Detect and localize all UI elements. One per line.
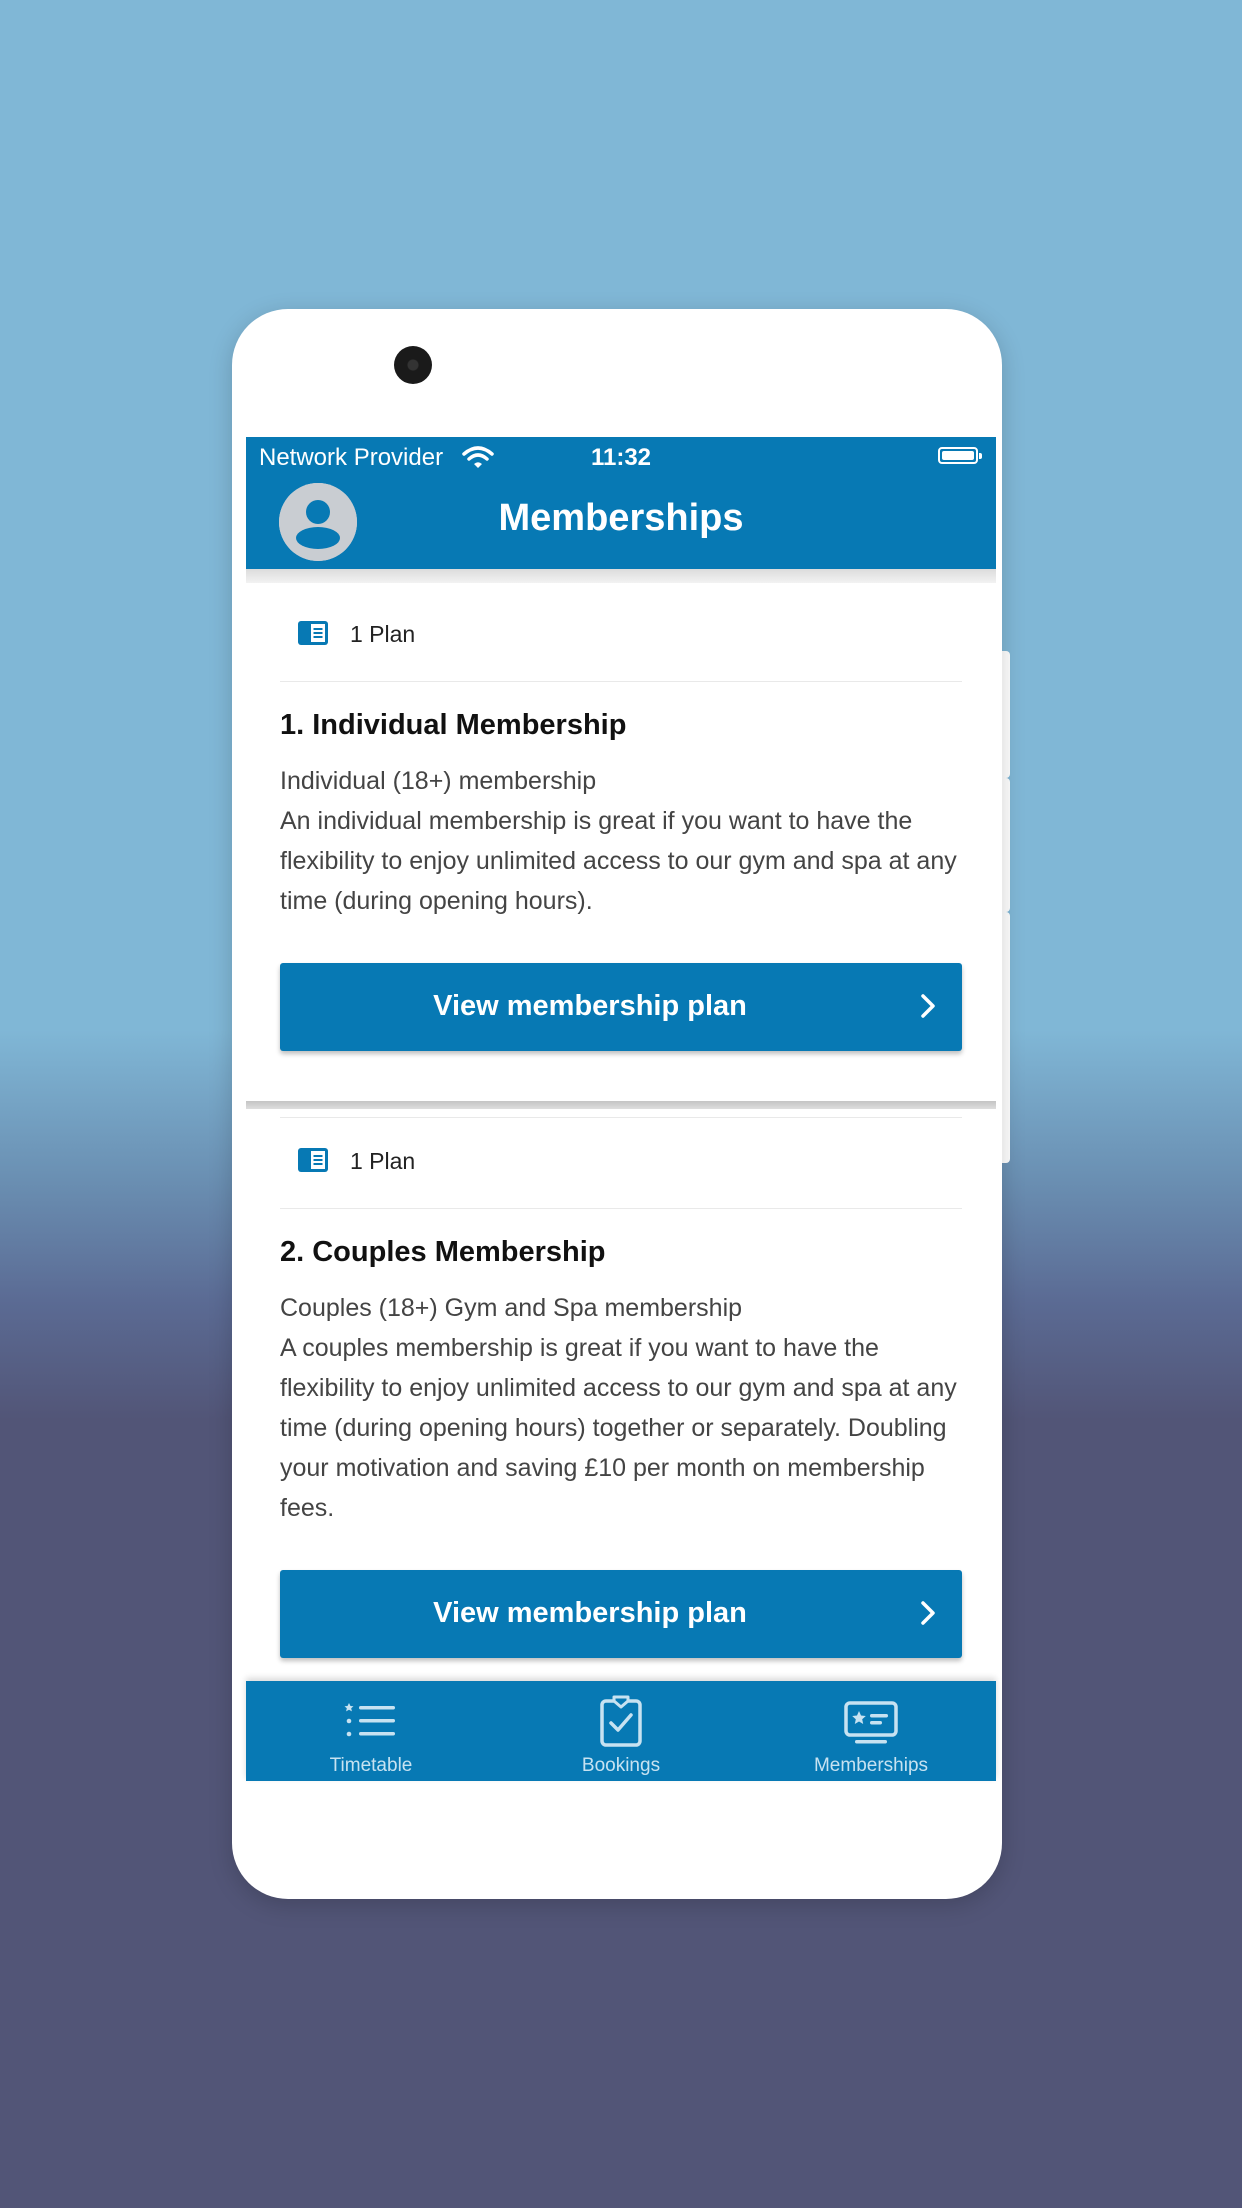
tab-memberships[interactable]	[771, 1681, 971, 1781]
view-membership-plan-label: View membership plan	[433, 1597, 747, 1629]
tab-label: Timetable	[329, 1755, 413, 1776]
plan-book-icon	[298, 621, 328, 645]
camera-icon	[394, 346, 432, 384]
view-membership-plan-label: View membership plan	[433, 990, 747, 1022]
chevron-right-icon	[920, 1600, 936, 1626]
wifi-icon	[462, 445, 494, 469]
view-membership-plan-button[interactable]	[280, 1570, 962, 1658]
phone-frame	[232, 309, 1002, 1899]
status-time: 11:32	[590, 444, 652, 471]
avatar[interactable]	[279, 483, 357, 561]
user-icon	[279, 483, 357, 561]
tab-bookings[interactable]	[521, 1681, 721, 1781]
clipboard-check-icon	[593, 1693, 649, 1745]
membership-description: An individual membership is great if you want to have the flexibility to enjoy unlimited access to our gym and spa at any time (during opening hours).	[280, 807, 957, 915]
membership-description: A couples membership is great if you want to have the flexibility to enjoy unlimited access to our gym and spa at any time (during opening hours) together or separately. Doubling your motivation and saving £10 per month on membership fees.	[280, 1334, 957, 1522]
app-screen	[246, 437, 996, 1776]
phone-side-button-middle	[1002, 778, 1010, 912]
phone-side-button-bottom	[1002, 912, 1010, 1163]
membership-title: 2. Couples Membership	[280, 1236, 606, 1268]
membership-title: 1. Individual Membership	[280, 709, 627, 741]
plan-divider-2	[280, 1208, 962, 1209]
memberships-list[interactable]	[246, 583, 996, 1629]
list-icon	[343, 1697, 399, 1745]
membership-subtitle: Individual (18+) membership	[280, 767, 597, 795]
plan-count: 1 Plan	[350, 621, 416, 647]
view-membership-plan-button[interactable]	[280, 963, 962, 1051]
tab-label: Bookings	[581, 1755, 661, 1776]
card-divider	[280, 1117, 962, 1118]
header-shadow	[246, 569, 996, 583]
membership-card-icon	[843, 1697, 899, 1745]
app-header	[246, 437, 996, 569]
network-provider: Network Provider	[259, 444, 444, 471]
tab-timetable[interactable]	[271, 1681, 471, 1781]
page-title: Memberships	[498, 497, 744, 539]
plan-count: 1 Plan	[350, 1148, 416, 1174]
bottom-tab-bar	[246, 1681, 996, 1781]
status-bar	[246, 437, 996, 477]
card-separator	[246, 1101, 996, 1109]
plan-book-icon	[298, 1148, 328, 1172]
chevron-right-icon	[920, 993, 936, 1019]
plan-divider-1	[280, 681, 962, 682]
phone-side-button-top	[1002, 651, 1010, 778]
membership-subtitle: Couples (18+) Gym and Spa membership	[280, 1294, 743, 1322]
battery-icon	[938, 447, 978, 464]
tab-label: Memberships	[813, 1755, 929, 1776]
